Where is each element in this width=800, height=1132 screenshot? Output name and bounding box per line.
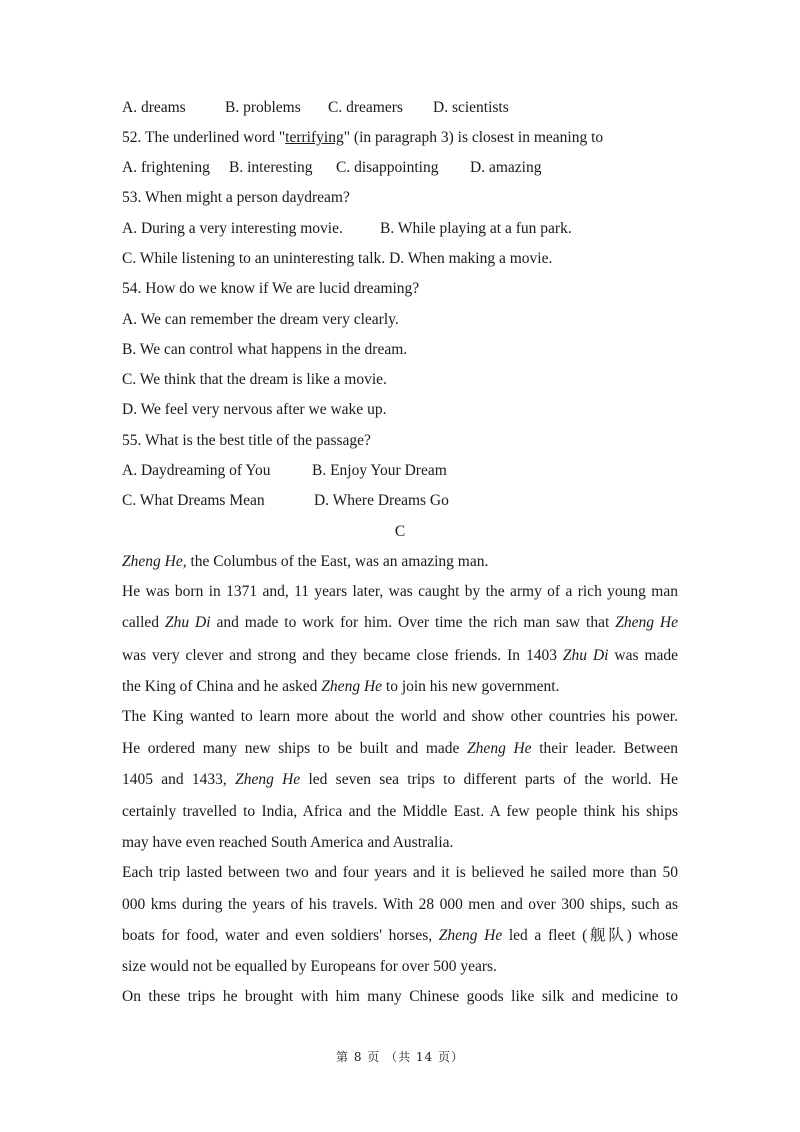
passage-line-9: certainly travelled to India, Africa and the Middle East. A few people think his ships [122, 803, 678, 820]
passage-line-4 [122, 646, 678, 666]
passage-name: Zheng He [467, 740, 532, 757]
passage-text: and made to work for him. Over time the rich man saw that [210, 614, 616, 631]
q51-option-d: D. scientists [433, 99, 509, 116]
q54-option-c: C. We think that the dream is like a movie. [122, 371, 387, 388]
passage-text: the Columbus of the East, was an amazing man. [186, 553, 489, 570]
passage-text: called [122, 614, 165, 631]
passage-text: their leader. Between [531, 740, 678, 757]
passage-name: Zheng He [321, 678, 383, 695]
q52-stem-after: " (in paragraph 3) is closest in meaning to [343, 129, 604, 146]
q54-stem: 54. How do we know if We are lucid dreaming? [122, 280, 420, 297]
q53-option-d: D. When making a movie. [389, 250, 553, 267]
q53-option-b: B. While playing at a fun park. [380, 220, 572, 237]
q54-option-d: D. We feel very nervous after we wake up. [122, 401, 387, 418]
passage-name: Zheng He [438, 927, 503, 944]
passage-text: led seven sea trips to different parts of the world. He [300, 771, 678, 788]
passage-name: Zheng He [235, 771, 301, 788]
q54-option-b: B. We can control what happens in the dream. [122, 341, 408, 358]
q55-option-c: C. What Dreams Mean [122, 492, 265, 509]
passage-text: He ordered many new ships to be built and made [122, 740, 468, 757]
passage-text: was made [608, 647, 679, 664]
q53-options-row1 [122, 219, 572, 239]
passage-name: Zhu Di [562, 647, 609, 664]
passage-name: Zhu Di [164, 614, 211, 631]
q55-option-d: D. Where Dreams Go [314, 492, 449, 509]
q55-options-row1 [122, 461, 447, 481]
q51-option-a: A. dreams [122, 99, 186, 116]
passage-name: Zheng He, [122, 553, 187, 570]
passage-text: the King of China and he asked [122, 678, 322, 695]
q52-option-c: C. disappointing [336, 159, 439, 176]
passage-line-11: Each trip lasted between two and four years and it is believed he sailed more than 50 [122, 864, 678, 881]
passage-text: 1405 and 1433, [122, 771, 236, 788]
q54-option-a: A. We can remember the dream very clearly. [122, 311, 399, 328]
q53-option-a: A. During a very interesting movie. [122, 220, 343, 237]
passage-line-7 [122, 739, 678, 759]
q55-option-b: B. Enjoy Your Dream [312, 462, 447, 479]
q52-stem-before: 52. The underlined word " [122, 129, 286, 146]
q52-stem [122, 128, 603, 148]
passage-text: boats for food, water and even soldiers' horses, [122, 927, 439, 944]
q52-option-b: B. interesting [229, 159, 313, 176]
passage-line-13 [122, 926, 678, 946]
passage-line-10: may have even reached South America and Australia. [122, 834, 454, 851]
passage-line-6: The King wanted to learn more about the world and show other countries his power. [122, 708, 678, 725]
passage-line-14: size would not be equalled by Europeans for over 500 years. [122, 958, 497, 975]
q53-options-row2 [122, 249, 552, 269]
passage-text: was very clever and strong and they became close friends. In 1403 [122, 647, 563, 664]
q52-option-d: D. amazing [470, 159, 542, 176]
q55-stem: 55. What is the best title of the passage? [122, 432, 371, 449]
q52-option-a: A. frightening [122, 159, 210, 176]
passage-text: led a fleet (舰队) whose [502, 927, 678, 944]
passage-line-8 [122, 770, 678, 790]
passage-line-2: He was born in 1371 and, 11 years later, was caught by the army of a rich young man [122, 583, 678, 600]
q53-stem: 53. When might a person daydream? [122, 189, 350, 206]
passage-line-15: On these trips he brought with him many Chinese goods like silk and medicine to [122, 988, 678, 1005]
q55-options-row2 [122, 491, 449, 511]
q51-option-c: C. dreamers [328, 99, 403, 116]
section-label: C [394, 523, 406, 540]
q55-option-a: A. Daydreaming of You [122, 462, 271, 479]
q53-option-c: C. While listening to an uninteresting talk. [122, 250, 386, 267]
passage-line-12: 000 kms during the years of his travels. With 28 000 men and over 300 ships, such as [122, 896, 678, 913]
passage-text: to join his new government. [382, 678, 560, 695]
passage-name: Zheng He [615, 614, 678, 631]
q51-options [122, 98, 509, 118]
page-number-footer: 第 8 页 （共 14 页） [336, 1050, 464, 1064]
q52-options [122, 158, 541, 178]
q51-option-b: B. problems [225, 99, 301, 116]
passage-line-1 [122, 552, 488, 572]
q52-underlined-word: terrifying [285, 129, 344, 146]
passage-line-3 [122, 613, 678, 633]
passage-line-5 [122, 677, 559, 697]
